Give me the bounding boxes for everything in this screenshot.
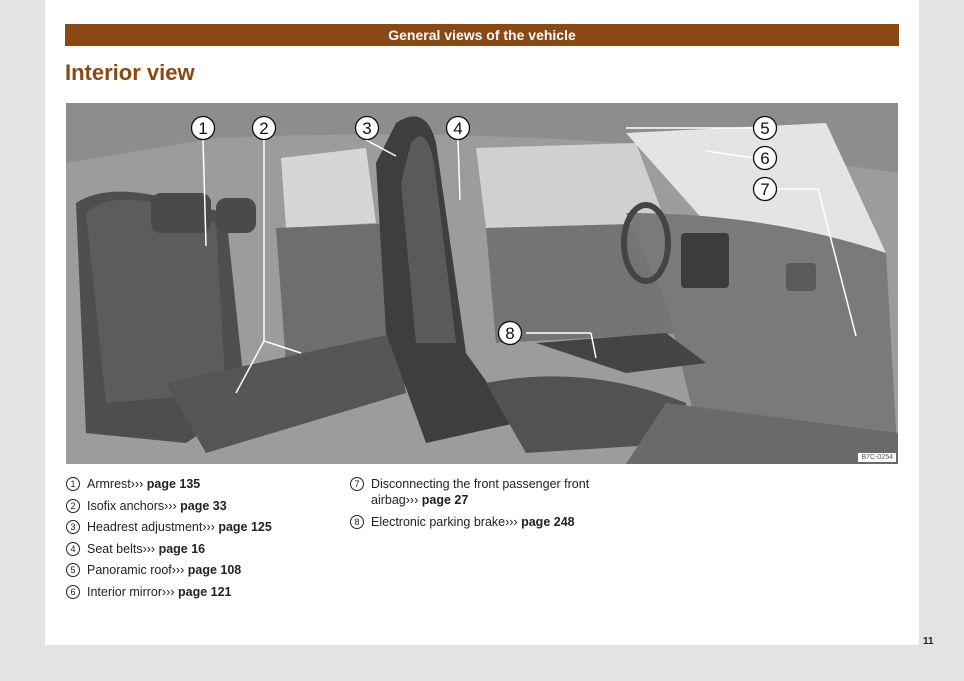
reference-arrows: ››› [164,498,177,513]
callout-5 [754,117,777,140]
page-reference-link[interactable]: page 108 [187,563,242,577]
legend-number: 2 [66,499,80,513]
interior-drawing [66,103,898,464]
callout-label: 2 [259,119,269,138]
legend-left [66,476,336,605]
callout-7 [754,178,777,201]
callout-1 [192,117,215,140]
legend-number: 8 [350,515,364,529]
callout-label: 3 [362,119,372,138]
callout-4 [447,117,470,140]
page-number: 11 [923,636,934,647]
section-header: General views of the vehicle [65,24,899,46]
legend-text: Disconnecting the front passenger front airbag [371,477,590,507]
callout-label: 7 [760,180,770,199]
callout-label: 4 [453,119,463,138]
callout-2 [253,117,276,140]
callout-6 [754,147,777,170]
callout-label: 8 [505,324,515,343]
callout-3 [356,117,379,140]
legend-number: 7 [350,477,364,491]
interior-illustration [66,103,898,464]
page-reference-link[interactable]: page 16 [158,541,206,556]
legend-text: Isofix anchors [87,498,165,513]
reference-arrows: ››› [142,541,156,556]
page-reference-link[interactable]: page 248 [521,514,575,529]
page-reference-link[interactable]: page 125 [218,520,272,534]
reference-arrows: ››› [162,584,175,599]
figure-code: B7C-0254 [858,453,896,462]
reference-arrows: ››› [405,493,419,507]
legend-item [350,476,640,508]
page-title: Interior view [65,60,195,85]
legend-number: 5 [66,563,80,577]
callout-label: 5 [760,119,770,138]
legend-number: 1 [66,477,80,491]
page-reference-link[interactable]: page 135 [146,477,201,491]
reference-arrows: ››› [171,563,185,577]
legend-text: Interior mirror [87,584,163,599]
legend-item [66,519,336,535]
legend-item [66,498,336,514]
legend-right [350,476,640,535]
callout-label: 6 [760,149,770,168]
page-reference-link[interactable]: page 33 [180,498,227,513]
legend-text: Panoramic roof [87,563,172,577]
legend-text: Armrest [87,477,131,491]
reference-arrows: ››› [505,514,518,529]
legend-text: Seat belts [87,541,143,556]
legend-item [66,584,336,600]
legend-text: Electronic parking brake [371,514,506,529]
legend-number: 4 [66,542,80,556]
reference-arrows: ››› [130,477,144,491]
page-reference-link[interactable]: page 121 [178,584,232,599]
reference-arrows: ››› [202,520,215,534]
callout-8 [499,322,522,345]
legend-item [66,541,336,557]
callout-label: 1 [198,119,208,138]
legend-item [66,476,336,492]
legend-number: 6 [66,585,80,599]
legend-item [350,514,640,530]
legend-item [66,562,336,578]
page-reference-link[interactable]: page 27 [421,493,469,507]
legend-text: Headrest adjustment [87,520,203,534]
legend-number: 3 [66,520,80,534]
